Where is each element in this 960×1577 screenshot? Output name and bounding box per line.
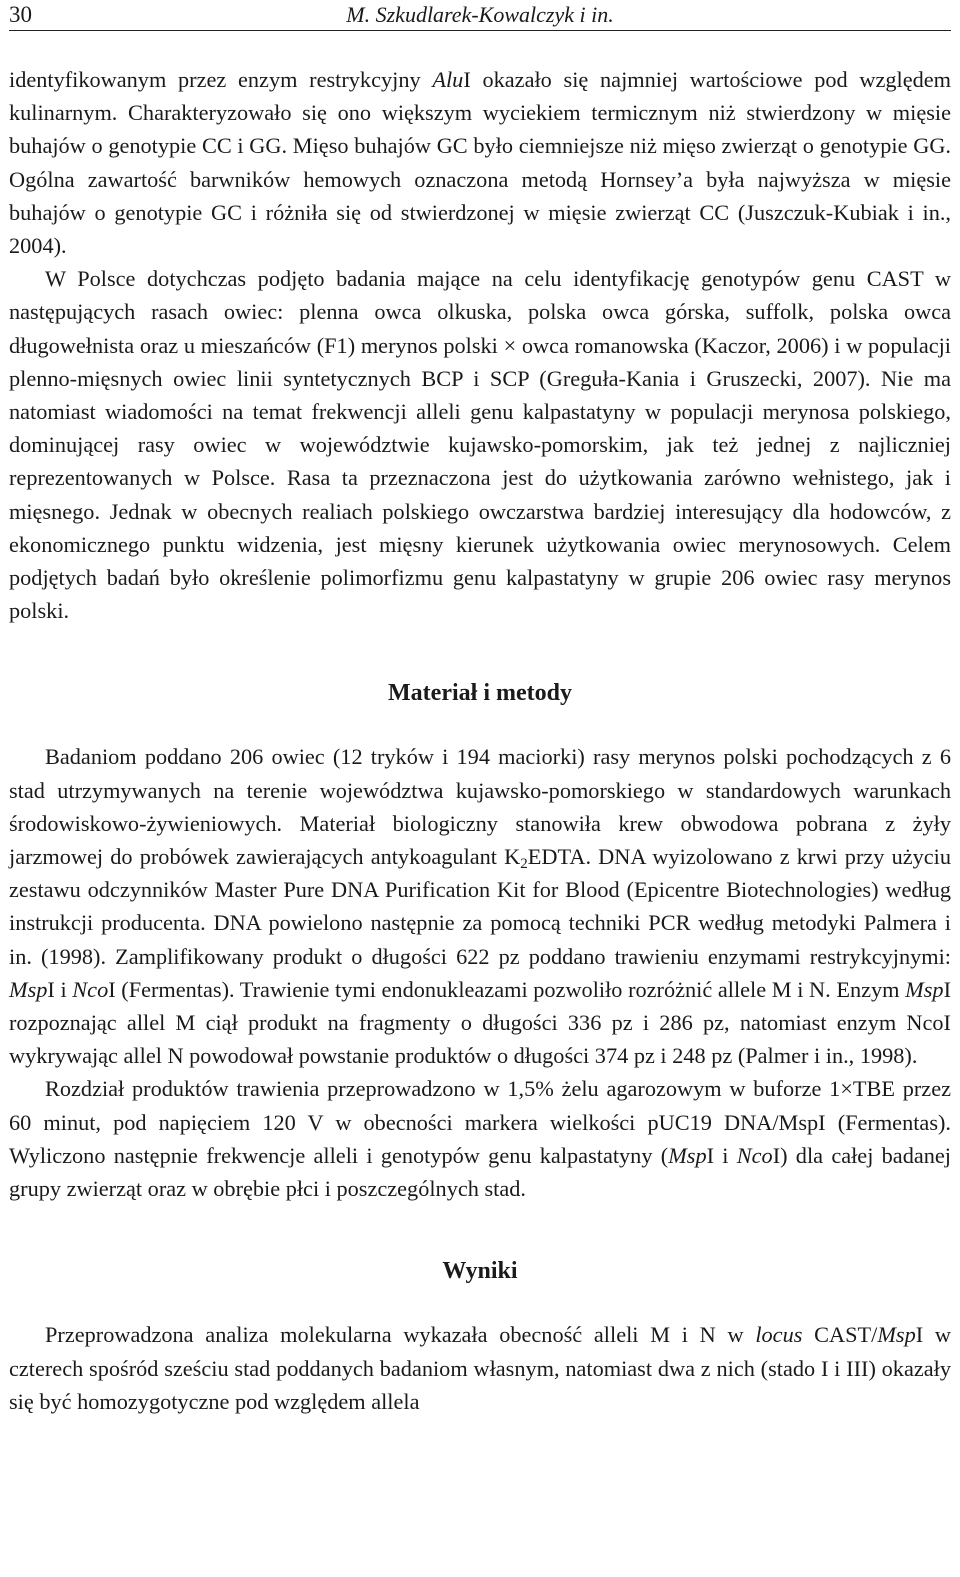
subscript: 2 [520,856,528,873]
paragraph-poland-studies: W Polsce dotychczas podjęto badania mające na celu identyfikację genotypów genu CAST w następujących rasach owiec: plenna owca olkuska, polska owca górska, suffolk, polska owca długowełnista oraz u mieszańców (F1) merynos polski × owca romanowska (Kaczor, 2006) i w populacji plenno-mięsnych owiec linii syntetycznych BCP i SCP (Greguła-Kania i Gruszecki, 2007). Nie ma natomiast wiadomości na temat frekwencji alleli genu kalpastatyny w populacji merynosa polskiego, dominującej rasy owiec w województwie kujawsko-pomorskim, jak też jednej z najliczniej reprezentowanych w Polsce. Rasa ta przeznaczona jest do użytkowania zarówno wełnistego, jak i mięsnego. Jednak w obecnych realiach polskiego owczarstwa bardziej interesujący dla hodowców, z ekonomicznego punktu widzenia, jest mięsny kierunek użytkowania owiec merynosowych. Celem podjętych badań było określenie polimorfizmu genu kalpastatyny w grupie 206 owiec rasy merynos polski. [9,266,951,624]
text-run: I (Fermentas). Trawienie tymi endonukleazami pozwoliło rozróżnić allele M i N. Enzym [108,976,906,1002]
text-run: Przeprowadzona analiza molekularna wykazała obecność alleli M i N w [45,1322,756,1348]
text-run: I w czterech spośród sześciu stad poddanych badaniom własnym, natomiast dwa z nich (stado I i III) okazały się być homozygotyczne pod względem allela [9,1322,952,1414]
paragraph-electrophoresis [9,1072,951,1205]
enzyme-name-italic: Nco [736,1142,773,1168]
section-heading-results: Wyniki [442,1258,518,1285]
term-italic: locus [755,1322,803,1348]
enzyme-name-italic: Msp [905,976,944,1002]
text-run: identyfikowanym przez enzym restrykcyjny [9,67,433,92]
text-run: I rozpoznając allel M ciął produkt na fragmenty o długości 336 pz i 286 pz, natomiast enzym NcoI wykrywając allel N powodował powstanie produktów o długości 374 pz i 248 pz (Palmer i in., 1998). [9,976,951,1069]
paragraph-results [9,1318,951,1418]
running-header [9,0,951,31]
page-number: 30 [9,2,32,27]
text-run: I i [706,1142,737,1168]
running-title: M. Szkudlarek-Kowalczyk i in. [346,2,614,27]
text-run: Rozdział produktów trawienia przeprowadzono w 1,5% żelu agarozowym w buforze 1×TBE przez 60 minut, pod napięciem 120 V w obecności markera wielkości pUC19 DNA/MspI (Fermentas). Wyliczono następnie frekwencje alleli i genotypów genu kalpastatyny ( [9,1076,951,1168]
enzyme-name-italic: Msp [877,1322,916,1348]
text-run: Badaniom poddano 206 owiec (12 tryków i 194 maciorki) rasy merynos polski pochodzących z 6 stad utrzymywanych na terenie województwa kujawsko-pomorskiego w standardowych warunkach środowiskowo-żywieniowych. Materiał biologiczny stanowiła krew obwodowa pobrana z żyły jarzmowej do probówek zawierających antykoagulant K [9,744,951,870]
enzyme-name-italic: Msp [668,1142,707,1168]
section-heading-materials: Materiał i metody [388,680,572,707]
text-run: I i [47,976,73,1002]
text-run: EDTA. DNA wyizolowano z krwi przy użyciu zestawu odczynników Master Pure DNA Purification Kit for Blood (Epicentre Biotechnologies) według instrukcji producenta. DNA powielono następnie za pomocą techniki PCR według metodyki Palmera i in. (1998). Zamplifikowany produkt o długości 622 pz poddano trawieniu enzymami restrykcyjnymi: [9,844,952,969]
paragraph-continued [9,63,951,262]
article-body [9,63,951,1418]
text-run: CAST/ [802,1322,878,1348]
enzyme-name-italic: Msp [9,976,48,1002]
enzyme-name-italic: Nco [72,976,109,1002]
text-run: I okazało się najmniej wartościowe pod względem kulinarnym. Charakteryzowało się ono większym wyciekiem termicznym niż stwierdzony w mięsie buhajów o genotypie CC i GG. Mięso buhajów GC było ciemniejsze niż mięso zwierząt o genotypie GG. Ogólna zawartość barwników hemowych oznaczona metodą Hornsey’a była najwyższa w mięsie buhajów o genotypie GC i różniła się od stwierdzonej w mięsie zwierząt CC (Juszczuk-Kubiak i in., 2004). [9,67,951,259]
enzyme-name-italic: Alu [432,67,464,92]
paragraph-methods [9,740,951,1072]
text-run: I) dla całej badanej grupy zwierząt oraz w obrębie płci i poszczególnych stad. [9,1142,951,1202]
